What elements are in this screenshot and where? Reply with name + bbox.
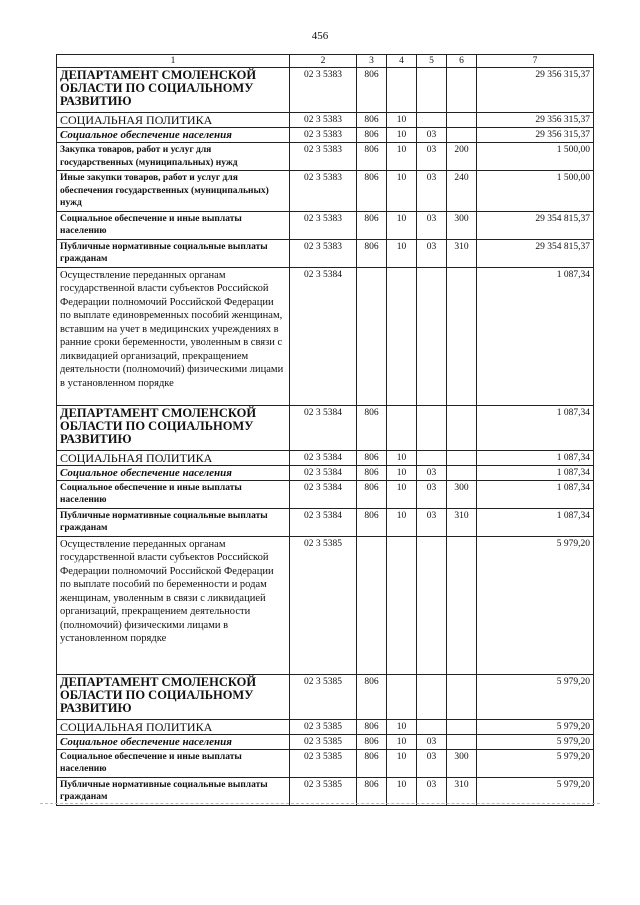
row-cell-col-3: 806 — [357, 719, 387, 734]
row-cell-col-6: 300 — [447, 749, 477, 777]
table-row — [57, 508, 594, 536]
row-cell-col-6: 300 — [447, 211, 477, 239]
row-cell-col-7: 29 356 315,37 — [477, 128, 594, 143]
row-cell-col-7: 1 087,34 — [477, 405, 594, 450]
row-cell-col-5 — [417, 267, 447, 405]
row-cell-col-6 — [447, 719, 477, 734]
row-cell-col-4: 10 — [387, 143, 417, 171]
row-cell-col-6 — [447, 267, 477, 405]
row-cell-col-3: 806 — [357, 405, 387, 450]
row-cell-col-2: 02 3 5384 — [290, 267, 357, 405]
row-name-cell: Иные закупки товаров, работ и услуг для обеспечения государственных (муниципальных) нужд — [57, 171, 290, 212]
row-cell-col-7: 29 356 315,37 — [477, 68, 594, 113]
row-cell-col-7: 5 979,20 — [477, 734, 594, 749]
row-cell-col-2: 02 3 5384 — [290, 405, 357, 450]
row-cell-col-7: 1 087,34 — [477, 267, 594, 405]
row-cell-col-5: 03 — [417, 128, 447, 143]
row-cell-col-7: 5 979,20 — [477, 719, 594, 734]
row-cell-col-2: 02 3 5385 — [290, 536, 357, 674]
row-cell-col-3: 806 — [357, 674, 387, 719]
row-cell-col-5: 03 — [417, 143, 447, 171]
row-cell-col-5 — [417, 719, 447, 734]
row-cell-col-4: 10 — [387, 480, 417, 508]
row-name-cell: Социальное обеспечение и иные выплаты населению — [57, 749, 290, 777]
table-header-row — [57, 55, 594, 68]
row-cell-col-5 — [417, 450, 447, 465]
row-cell-col-6 — [447, 113, 477, 128]
row-cell-col-4: 10 — [387, 734, 417, 749]
row-cell-col-6: 300 — [447, 480, 477, 508]
row-cell-col-3: 806 — [357, 113, 387, 128]
row-cell-col-3: 806 — [357, 465, 387, 480]
row-cell-col-2: 02 3 5383 — [290, 171, 357, 212]
table-row — [57, 465, 594, 480]
row-cell-col-3: 806 — [357, 143, 387, 171]
row-cell-col-2: 02 3 5385 — [290, 719, 357, 734]
table-row — [57, 143, 594, 171]
row-cell-col-5: 03 — [417, 239, 447, 267]
row-cell-col-3: 806 — [357, 211, 387, 239]
row-cell-col-4 — [387, 267, 417, 405]
row-cell-col-2: 02 3 5385 — [290, 674, 357, 719]
row-cell-col-2: 02 3 5383 — [290, 211, 357, 239]
row-name-cell: Публичные нормативные социальные выплаты гражданам — [57, 508, 290, 536]
row-cell-col-6 — [447, 536, 477, 674]
table-row — [57, 68, 594, 113]
row-cell-col-6 — [447, 465, 477, 480]
row-cell-col-6: 200 — [447, 143, 477, 171]
row-cell-col-4 — [387, 674, 417, 719]
row-cell-col-2: 02 3 5383 — [290, 143, 357, 171]
row-name-cell: ДЕПАРТАМЕНТ СМОЛЕНСКОЙ ОБЛАСТИ ПО СОЦИАЛЬНОМУ РАЗВИТИЮ — [57, 405, 290, 450]
table-row — [57, 777, 594, 805]
scan-artifact-line — [40, 803, 600, 805]
row-cell-col-3 — [357, 536, 387, 674]
row-cell-col-7: 1 087,34 — [477, 508, 594, 536]
row-cell-col-5 — [417, 113, 447, 128]
row-cell-col-2: 02 3 5385 — [290, 749, 357, 777]
row-name-cell: Осуществление переданных органам государственной власти субъектов Российской Федерации полномочий Российской Федерации по выплате пособий по беременности и родам женщинам, уволенным в связи с ликвидацией организаций, прекращением деятельности (полномочий) физическими лицами в установленном порядке — [57, 536, 290, 674]
row-cell-col-5 — [417, 674, 447, 719]
row-cell-col-5: 03 — [417, 777, 447, 805]
header-col-1: 1 — [57, 55, 290, 68]
row-cell-col-5 — [417, 536, 447, 674]
row-cell-col-6: 310 — [447, 777, 477, 805]
row-cell-col-3: 806 — [357, 480, 387, 508]
row-cell-col-3: 806 — [357, 777, 387, 805]
row-name-cell: Публичные нормативные социальные выплаты гражданам — [57, 239, 290, 267]
table-row — [57, 267, 594, 405]
row-cell-col-2: 02 3 5383 — [290, 128, 357, 143]
row-cell-col-4: 10 — [387, 777, 417, 805]
row-cell-col-2: 02 3 5385 — [290, 734, 357, 749]
row-cell-col-5: 03 — [417, 508, 447, 536]
row-cell-col-4: 10 — [387, 239, 417, 267]
row-cell-col-3: 806 — [357, 508, 387, 536]
row-cell-col-4: 10 — [387, 749, 417, 777]
row-cell-col-2: 02 3 5383 — [290, 68, 357, 113]
header-col-5: 5 — [417, 55, 447, 68]
row-name-cell: Социальное обеспечение и иные выплаты населению — [57, 211, 290, 239]
table-row — [57, 674, 594, 719]
row-cell-col-2: 02 3 5384 — [290, 480, 357, 508]
row-cell-col-3: 806 — [357, 749, 387, 777]
row-cell-col-5: 03 — [417, 171, 447, 212]
row-cell-col-6 — [447, 674, 477, 719]
row-cell-col-7: 29 354 815,37 — [477, 239, 594, 267]
row-cell-col-7: 5 979,20 — [477, 674, 594, 719]
row-name-cell: ДЕПАРТАМЕНТ СМОЛЕНСКОЙ ОБЛАСТИ ПО СОЦИАЛЬНОМУ РАЗВИТИЮ — [57, 68, 290, 113]
row-cell-col-4: 10 — [387, 113, 417, 128]
row-cell-col-7: 1 087,34 — [477, 465, 594, 480]
row-cell-col-6: 310 — [447, 508, 477, 536]
table-row — [57, 113, 594, 128]
row-cell-col-2: 02 3 5383 — [290, 239, 357, 267]
row-cell-col-6 — [447, 128, 477, 143]
row-cell-col-4 — [387, 68, 417, 113]
row-cell-col-5 — [417, 405, 447, 450]
row-name-cell: Закупка товаров, работ и услуг для государственных (муниципальных) нужд — [57, 143, 290, 171]
row-cell-col-6: 310 — [447, 239, 477, 267]
table-row — [57, 405, 594, 450]
row-cell-col-7: 29 356 315,37 — [477, 113, 594, 128]
row-cell-col-4: 10 — [387, 450, 417, 465]
row-cell-col-5: 03 — [417, 734, 447, 749]
row-cell-col-3: 806 — [357, 128, 387, 143]
row-cell-col-7: 1 087,34 — [477, 480, 594, 508]
row-cell-col-4 — [387, 536, 417, 674]
row-cell-col-4: 10 — [387, 719, 417, 734]
row-cell-col-2: 02 3 5384 — [290, 465, 357, 480]
row-cell-col-6 — [447, 734, 477, 749]
row-cell-col-3: 806 — [357, 68, 387, 113]
row-cell-col-3: 806 — [357, 239, 387, 267]
header-col-7: 7 — [477, 55, 594, 68]
row-cell-col-7: 1 500,00 — [477, 143, 594, 171]
header-col-6: 6 — [447, 55, 477, 68]
table-row — [57, 450, 594, 465]
row-name-cell: ДЕПАРТАМЕНТ СМОЛЕНСКОЙ ОБЛАСТИ ПО СОЦИАЛЬНОМУ РАЗВИТИЮ — [57, 674, 290, 719]
row-name-cell: Социальное обеспечение населения — [57, 734, 290, 749]
row-cell-col-4: 10 — [387, 211, 417, 239]
row-cell-col-3 — [357, 267, 387, 405]
table-row — [57, 734, 594, 749]
row-cell-col-2: 02 3 5385 — [290, 777, 357, 805]
table-row — [57, 171, 594, 212]
row-name-cell: СОЦИАЛЬНАЯ ПОЛИТИКА — [57, 450, 290, 465]
row-name-cell: Социальное обеспечение населения — [57, 128, 290, 143]
row-name-cell: Социальное обеспечение населения — [57, 465, 290, 480]
row-name-cell: Публичные нормативные социальные выплаты гражданам — [57, 777, 290, 805]
row-name-cell: СОЦИАЛЬНАЯ ПОЛИТИКА — [57, 719, 290, 734]
table-row — [57, 239, 594, 267]
row-name-cell: Осуществление переданных органам государственной власти субъектов Российской Федерации полномочий Российской Федерации по выплате единовременных пособий женщинам, вставшим на учет в медицинских учреждениях в ранние сроки беременности, уволенным в связи с ликвидацией организаций, прекращением деятельности (полномочий) физическими лицами в установленном порядке — [57, 267, 290, 405]
row-cell-col-5 — [417, 68, 447, 113]
table-row — [57, 128, 594, 143]
table-row — [57, 719, 594, 734]
table-row — [57, 480, 594, 508]
row-cell-col-6 — [447, 405, 477, 450]
row-cell-col-5: 03 — [417, 749, 447, 777]
row-cell-col-2: 02 3 5384 — [290, 450, 357, 465]
row-cell-col-7: 29 354 815,37 — [477, 211, 594, 239]
row-cell-col-5: 03 — [417, 465, 447, 480]
table-row — [57, 211, 594, 239]
row-cell-col-4 — [387, 405, 417, 450]
row-cell-col-6 — [447, 450, 477, 465]
row-cell-col-6: 240 — [447, 171, 477, 212]
row-cell-col-3: 806 — [357, 734, 387, 749]
row-cell-col-2: 02 3 5384 — [290, 508, 357, 536]
row-cell-col-2: 02 3 5383 — [290, 113, 357, 128]
header-col-2: 2 — [290, 55, 357, 68]
budget-table — [56, 54, 594, 806]
row-cell-col-7: 1 087,34 — [477, 450, 594, 465]
table-row — [57, 749, 594, 777]
row-cell-col-4: 10 — [387, 508, 417, 536]
row-cell-col-7: 5 979,20 — [477, 749, 594, 777]
row-cell-col-5: 03 — [417, 480, 447, 508]
row-cell-col-4: 10 — [387, 128, 417, 143]
row-cell-col-5: 03 — [417, 211, 447, 239]
row-cell-col-4: 10 — [387, 171, 417, 212]
header-col-4: 4 — [387, 55, 417, 68]
row-cell-col-3: 806 — [357, 171, 387, 212]
row-name-cell: Социальное обеспечение и иные выплаты населению — [57, 480, 290, 508]
page-number: 456 — [311, 30, 329, 42]
row-cell-col-7: 5 979,20 — [477, 536, 594, 674]
row-cell-col-7: 1 500,00 — [477, 171, 594, 212]
header-col-3: 3 — [357, 55, 387, 68]
row-cell-col-7: 5 979,20 — [477, 777, 594, 805]
row-cell-col-6 — [447, 68, 477, 113]
table-row — [57, 536, 594, 674]
row-cell-col-3: 806 — [357, 450, 387, 465]
row-cell-col-4: 10 — [387, 465, 417, 480]
row-name-cell: СОЦИАЛЬНАЯ ПОЛИТИКА — [57, 113, 290, 128]
